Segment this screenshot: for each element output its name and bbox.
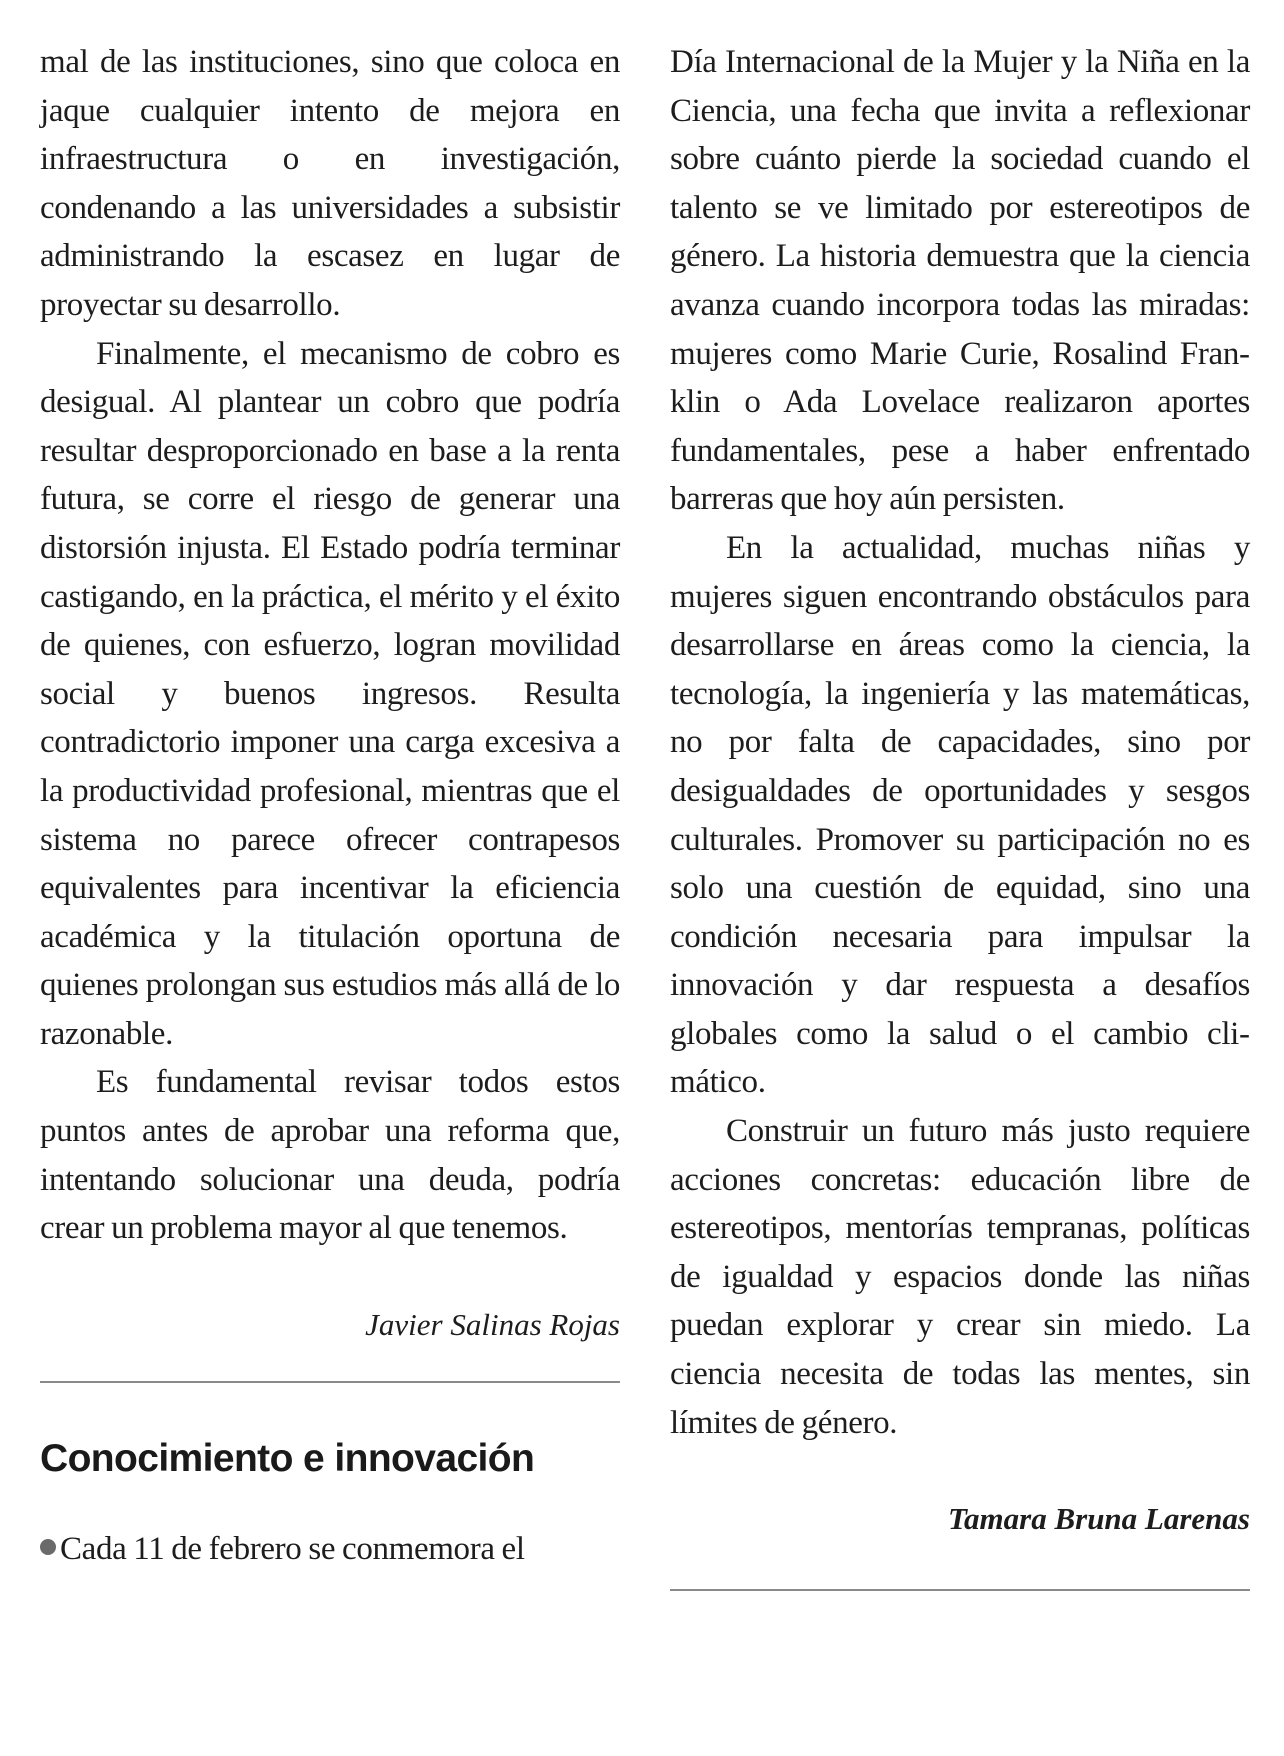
letter-paragraph-2: Finalmente, el mecanismo de cobro es desigual. Al plantear un cobro que podría resultar desproporcionado en base a la renta futura, se corre el riesgo de generar una distorsión injusta. El Estado podría terminar castigando, en la práctica, el mérito y el éxito de quienes, con esfuerzo, logran movilidad social y buenos ingresos. Resulta contradictorio imponer una carga excesiva a la productividad profesional, mientras que el sistema no parece ofrecer contrapesos equivalentes para incentivar la eficiencia académica y la titulación oportuna de quienes prolongan sus estudios más allá de lo razonable.	[40, 335, 620, 1052]
letter-signature: Javier Salinas Rojas	[365, 1306, 620, 1342]
letter-paragraph-1: mal de las instituciones, sino que coloca en jaque cualquier intento de mejora en infraestructura o en investigación, condenando a las universidades a subsistir administrando la escasez en lugar de proyectar su desarrollo.	[40, 44, 620, 323]
letter-paragraph-3: Es fundamental revisar todos estos puntos antes de aprobar una reforma que, intentando solucionar una deuda, podría crear un problema mayor al que tenemos.	[40, 1064, 620, 1247]
right-column	[670, 38, 1250, 1591]
section-divider-right	[670, 1589, 1250, 1591]
article-paragraph-3: Construir un futuro más justo requiere acciones concretas: educación libre de estereotipos, mentorías tempranas, políticas de igualdad y espacios donde las niñas puedan explorar y crear sin miedo. La ciencia necesita de todas las mentes, sin límites de género.	[670, 1113, 1250, 1441]
article-paragraph-2: En la actualidad, muchas niñas y mujeres siguen encontrando obstáculos para desarrollarse en áreas como la ciencia, la tecnología, la ingeniería y las matemáticas, no por falta de capacidades, sino por desigualdades de oportunidades y sesgos culturales. Promover su participación no es solo una cuestión de equidad, sino una condición necesaria para impulsar la innovación y dar respuesta a desafíos globales como la salud o el cambio climático.	[670, 529, 1250, 1101]
article-headline: Conocimiento e innovación	[40, 1436, 535, 1480]
section-divider	[40, 1381, 620, 1383]
bullet-icon	[40, 1539, 56, 1555]
article-signature: Tamara Bruna Larenas	[947, 1501, 1250, 1537]
left-column	[40, 38, 620, 1573]
article-lead	[40, 1525, 620, 1574]
article-paragraph-1: Día Internacional de la Mujer y la Niña en la Ciencia, una fecha que invita a reflexionar sobre cuánto pierde la sociedad cuando el talento se ve limitado por estereotipos de género. La historia demuestra que la ciencia avanza cuando incorpora todas las miradas: mujeres como Marie Curie, Rosalind Franklin o Ada Lovelace realizaron aportes fundamentales, pese a haber enfrentado barreras que hoy aún persisten.	[670, 44, 1250, 518]
article-lead-text: Cada 11 de febrero se conmemora el	[60, 1530, 525, 1567]
